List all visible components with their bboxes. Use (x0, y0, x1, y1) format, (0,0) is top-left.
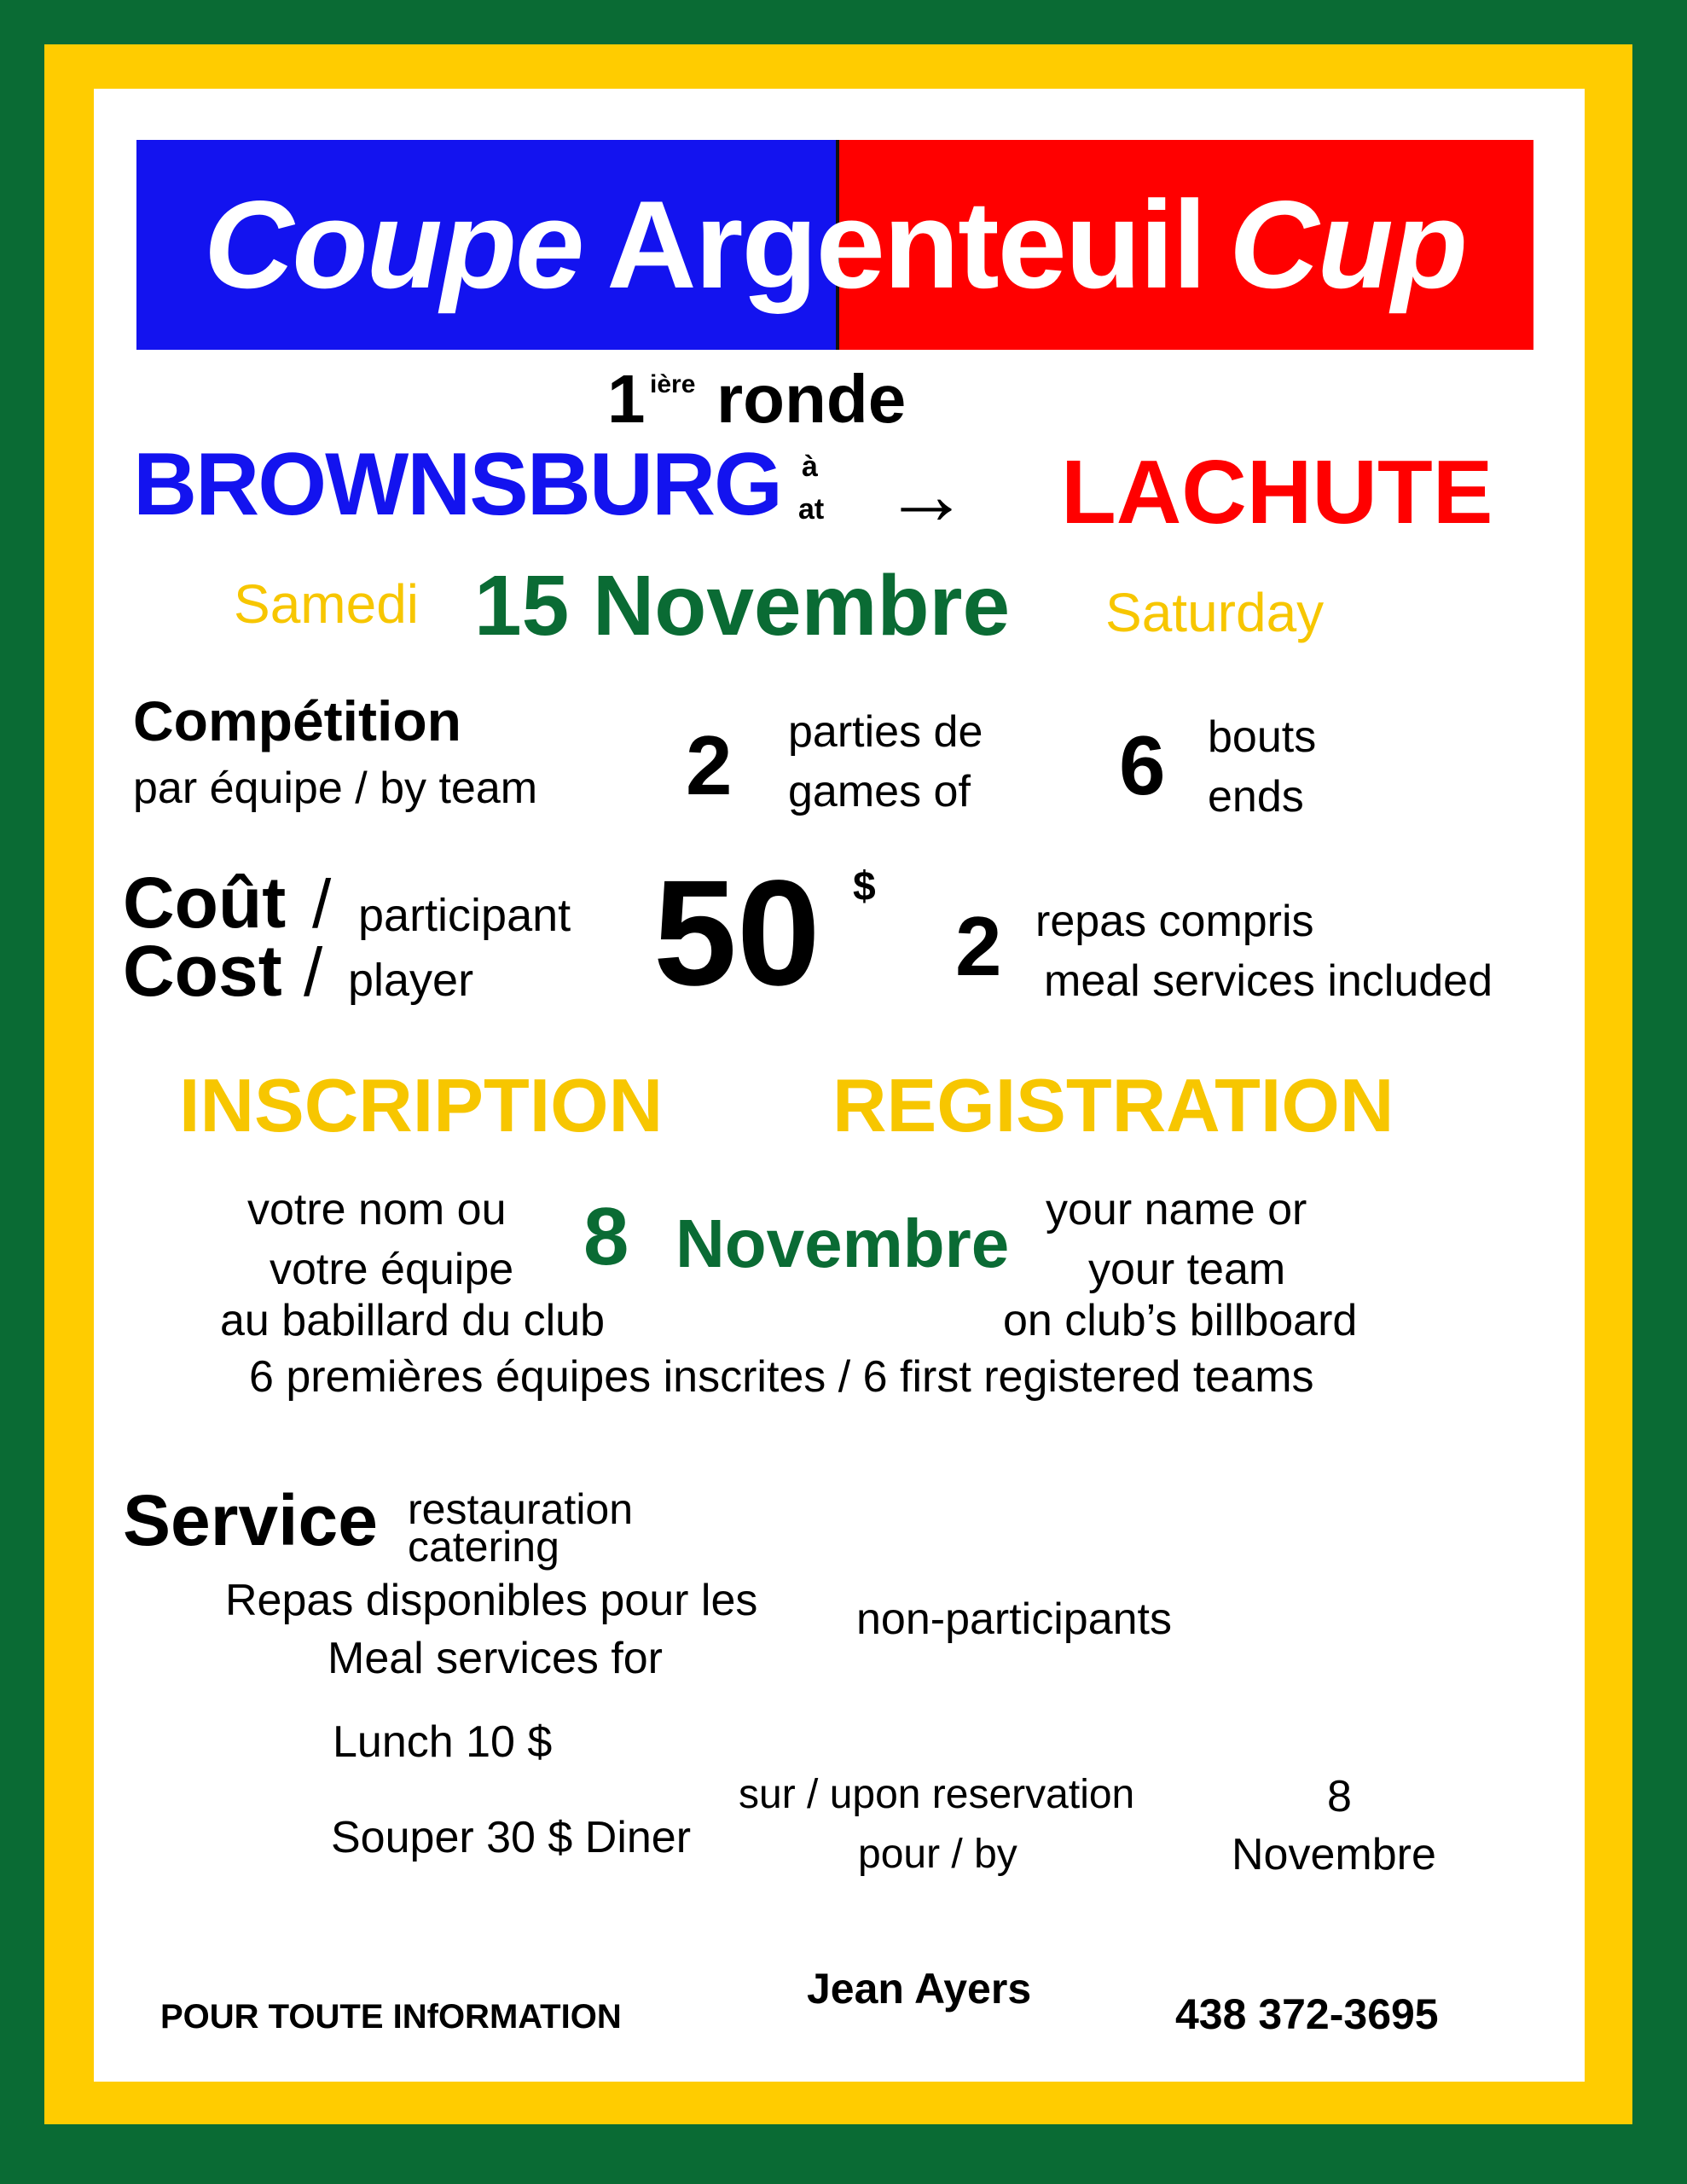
registration-left-line2: votre équipe (270, 1245, 514, 1294)
date-day-en: Saturday (1105, 582, 1325, 643)
games-label-en: games of (788, 767, 971, 816)
service-reservation-line1: sur / upon reservation (739, 1772, 1135, 1817)
footer-info: POUR TOUTE INfORMATION (160, 1998, 622, 2036)
route-connector-fr: à (802, 450, 818, 483)
service-sub-fr: restauration (408, 1485, 634, 1533)
date-day-fr: Samedi (234, 573, 419, 635)
registration-right-line3: on club’s billboard (1003, 1296, 1358, 1345)
title-banner (136, 140, 1533, 350)
round-word: ronde (716, 361, 907, 437)
registration-deadline-month: Novembre (675, 1205, 1010, 1281)
ends-label-fr: bouts (1208, 712, 1317, 762)
route-from: BROWNSBURG (133, 435, 781, 534)
meals-count: 2 (955, 899, 1002, 993)
games-label-fr: parties de (788, 707, 983, 757)
round-number: 1 (607, 361, 646, 437)
cost-unit-en: player (348, 955, 474, 1006)
service-sub-en: catering (408, 1523, 559, 1571)
ends-label-en: ends (1208, 772, 1304, 822)
registration-heading-en: REGISTRATION (832, 1063, 1394, 1147)
service-reservation-day: 8 (1327, 1772, 1352, 1821)
footer-contact-name: Jean Ayers (807, 1965, 1032, 2013)
title-coupe: Coupe (204, 175, 583, 314)
service-reservation-month: Novembre (1232, 1830, 1436, 1879)
registration-heading-fr: INSCRIPTION (179, 1063, 664, 1147)
registration-left-line1: votre nom ou (247, 1185, 507, 1234)
service-dinner: Souper 30 $ Diner (331, 1813, 692, 1862)
service-title: Service (123, 1480, 378, 1560)
registration-deadline-day: 8 (583, 1191, 629, 1282)
route-connector-en: at (798, 493, 825, 526)
registration-right-line2: your team (1088, 1245, 1286, 1294)
date-main: 15 Novembre (474, 558, 1011, 653)
service-meals-en: Meal services for (328, 1634, 663, 1683)
registration-right-line1: your name or (1046, 1185, 1307, 1234)
cost-currency: $ (853, 864, 876, 909)
service-lunch: Lunch 10 $ (333, 1717, 553, 1767)
competition-subtitle: par équipe / by team (133, 764, 538, 813)
footer-phone: 438 372-3695 (1175, 1990, 1439, 2038)
arrow-right-icon: → (884, 447, 969, 543)
round-superscript: ière (650, 370, 696, 398)
title-cup: Cup (1229, 175, 1466, 314)
service-reservation-line2: pour / by (858, 1832, 1017, 1877)
cost-label-en: Cost (123, 931, 282, 1011)
cost-unit-fr: participant (358, 890, 571, 941)
games-count: 2 (686, 718, 733, 812)
service-meals-fr: Repas disponibles pour les (225, 1576, 758, 1625)
poster-title (136, 140, 1533, 350)
cost-label-fr: Coût (123, 863, 287, 943)
ends-count: 6 (1119, 718, 1166, 812)
registration-left-line3: au babillard du club (220, 1296, 605, 1345)
cost-slash-fr: / (312, 866, 332, 942)
title-argenteuil: Argenteuil (606, 175, 1206, 314)
service-audience: non-participants (856, 1594, 1172, 1644)
cost-amount: 50 (653, 850, 820, 1017)
meals-included-en: meal services included (1044, 956, 1493, 1006)
route-to: LACHUTE (1061, 442, 1493, 543)
cost-slash-en: / (304, 934, 323, 1010)
registration-limit: 6 premières équipes inscrites / 6 first registered teams (249, 1352, 1314, 1402)
competition-title: Compétition (133, 689, 461, 752)
meals-included-fr: repas compris (1035, 897, 1314, 946)
